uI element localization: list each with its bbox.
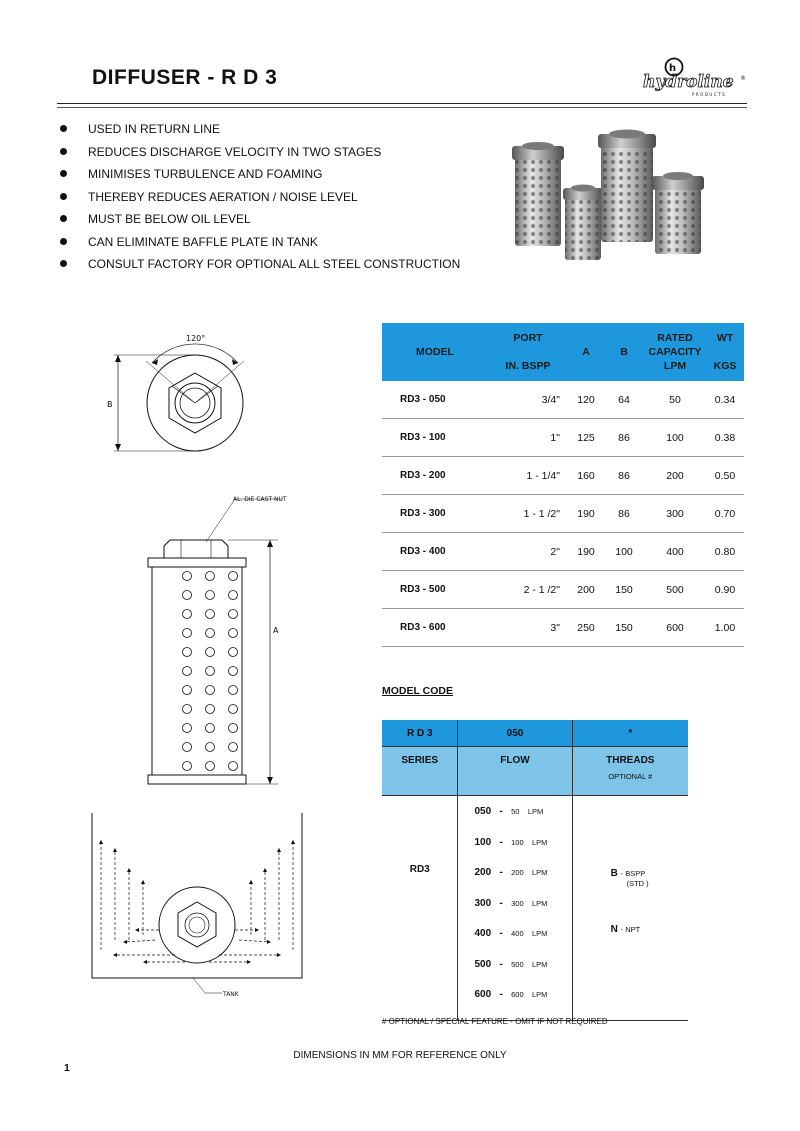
cell-wt: 0.80 (706, 533, 744, 571)
cell-port: 3" (488, 609, 568, 647)
cell-b: 150 (604, 609, 644, 647)
header-wt: WT (716, 332, 734, 344)
cell-model: RD3 - 400 (382, 533, 488, 571)
header-rated: RATED (657, 332, 693, 344)
cell-wt: 0.38 (706, 419, 744, 457)
flow-item: 400 - 400 LPM (474, 928, 548, 939)
cell-model: RD3 - 500 (382, 571, 488, 609)
feature-item: CONSULT FACTORY FOR OPTIONAL ALL STEEL CONSTRUCTION (58, 257, 460, 280)
bullet-icon (60, 193, 67, 200)
cell-a: 190 (568, 533, 604, 571)
feature-item: CAN ELIMINATE BAFFLE PLATE IN TANK (58, 235, 460, 258)
cell-lpm: 600 (644, 609, 706, 647)
cell-port: 2" (488, 533, 568, 571)
cell-wt: 0.34 (706, 381, 744, 419)
cell-lpm: 50 (644, 381, 706, 419)
code-values-row (382, 796, 688, 1021)
cell-model: RD3 - 050 (382, 381, 488, 419)
footnote: # OPTIONAL / SPECIAL FEATURE - OMIT IF NOT REQUIRED (382, 1017, 608, 1026)
bullet-icon (60, 170, 67, 177)
header-b: B (620, 346, 628, 358)
cell-lpm: 100 (644, 419, 706, 457)
cell-lpm: 400 (644, 533, 706, 571)
table-row (382, 457, 744, 495)
flow-item: 100 - 100 LPM (474, 836, 548, 848)
cell-wt: 0.70 (706, 495, 744, 533)
header-capacity: CAPACITY (648, 346, 702, 358)
thread-std: (STD ) (626, 879, 649, 888)
header-kgs: KGS (713, 360, 737, 372)
hydroline-logo (640, 56, 748, 98)
table-row (382, 571, 744, 609)
tank-label: TANK (223, 991, 239, 998)
bullet-icon (60, 260, 67, 267)
table-row (382, 419, 744, 457)
spec-table (382, 323, 744, 647)
thread-bspp: B - BSPP (610, 868, 646, 879)
svg-text:h: h (669, 63, 677, 74)
cell-wt: 0.90 (706, 571, 744, 609)
flow-item: 050 - 50 LPM (474, 806, 544, 817)
product-photo (505, 118, 750, 273)
feature-list (58, 122, 460, 280)
table-row (382, 533, 744, 571)
thread-npt: N - NPT (610, 924, 641, 935)
bullet-icon (60, 215, 67, 222)
cell-lpm: 300 (644, 495, 706, 533)
cell-a: 190 (568, 495, 604, 533)
page-title: DIFFUSER - R D 3 (92, 66, 278, 89)
cell-a: 120 (568, 381, 604, 419)
cell-a: 200 (568, 571, 604, 609)
bullet-icon (60, 238, 67, 245)
cell-b: 64 (604, 381, 644, 419)
cell-b: 86 (604, 419, 644, 457)
cell-b: 150 (604, 571, 644, 609)
header-port-unit: IN. BSPP (505, 360, 551, 372)
cell-port: 1" (488, 419, 568, 457)
table-row (382, 609, 744, 647)
header-lpm: LPM (663, 360, 687, 372)
cell-model: RD3 - 600 (382, 609, 488, 647)
cell-b: 100 (604, 533, 644, 571)
bullet-icon (60, 125, 67, 132)
cell-port: 1 - 1 /2" (488, 495, 568, 533)
header-flow: FLOW (458, 747, 572, 796)
cell-model: RD3 - 200 (382, 457, 488, 495)
svg-text:®: ® (740, 75, 746, 82)
example-threads: * (572, 720, 688, 747)
cell-wt: 1.00 (706, 609, 744, 647)
header-threads: THREADS (606, 755, 655, 766)
series-value: RD3 (409, 864, 430, 875)
cell-port: 2 - 1 /2" (488, 571, 568, 609)
table-row (382, 495, 744, 533)
flow-item: 500 - 500 LPM (474, 958, 548, 970)
cell-port: 3/4" (488, 381, 568, 419)
cell-model: RD3 - 300 (382, 495, 488, 533)
model-code-title: MODEL CODE (382, 685, 453, 697)
cell-a: 250 (568, 609, 604, 647)
code-header-row (382, 747, 688, 796)
header-optional: OPTIONAL # (608, 772, 653, 781)
cell-port: 1 - 1/4" (488, 457, 568, 495)
flow-item: 300 - 300 LPM (474, 897, 548, 909)
cell-lpm: 200 (644, 457, 706, 495)
feature-item: THEREBY REDUCES AERATION / NOISE LEVEL (58, 190, 460, 213)
cell-a: 125 (568, 419, 604, 457)
side-view-drawing (140, 490, 310, 795)
table-row (382, 381, 744, 419)
title-rule (57, 103, 747, 104)
dim-a-label: A (273, 626, 279, 635)
header-model: MODEL (416, 346, 454, 358)
dimensions-note: DIMENSIONS IN MM FOR REFERENCE ONLY (293, 1050, 507, 1061)
feature-item: REDUCES DISCHARGE VELOCITY IN TWO STAGES (58, 145, 460, 168)
svg-text:hydroline: hydroline (643, 72, 734, 92)
cell-a: 160 (568, 457, 604, 495)
cell-model: RD3 - 100 (382, 419, 488, 457)
page-number: 1 (64, 1062, 70, 1074)
feature-item: USED IN RETURN LINE (58, 122, 460, 145)
flow-list (458, 796, 571, 1020)
feature-item: MUST BE BELOW OIL LEVEL (58, 212, 460, 235)
angle-label: 120° (186, 334, 206, 343)
dim-b-label: B (107, 400, 113, 409)
tank-drawing (85, 810, 315, 1005)
header-port: PORT (513, 332, 543, 344)
header-series: SERIES (382, 747, 458, 796)
example-series: R D 3 (382, 720, 458, 747)
nut-label: AL. DIE CAST NUT (233, 496, 287, 503)
cell-b: 86 (604, 457, 644, 495)
feature-item: MINIMISES TURBULENCE AND FOAMING (58, 167, 460, 190)
model-code-table (382, 720, 688, 1021)
svg-text:PRODUCTS: PRODUCTS (692, 92, 727, 97)
flow-item: 600 - 600 LPM (474, 989, 548, 1000)
top-view-drawing (100, 325, 270, 460)
spec-table-header (382, 323, 744, 381)
cell-b: 86 (604, 495, 644, 533)
flow-item: 200 - 200 LPM (474, 867, 548, 878)
cell-wt: 0.50 (706, 457, 744, 495)
cell-lpm: 500 (644, 571, 706, 609)
title-rule-thin (57, 107, 747, 108)
bullet-icon (60, 148, 67, 155)
example-flow: 050 (458, 720, 572, 747)
header-a: A (582, 346, 590, 358)
code-example-row (382, 720, 688, 747)
